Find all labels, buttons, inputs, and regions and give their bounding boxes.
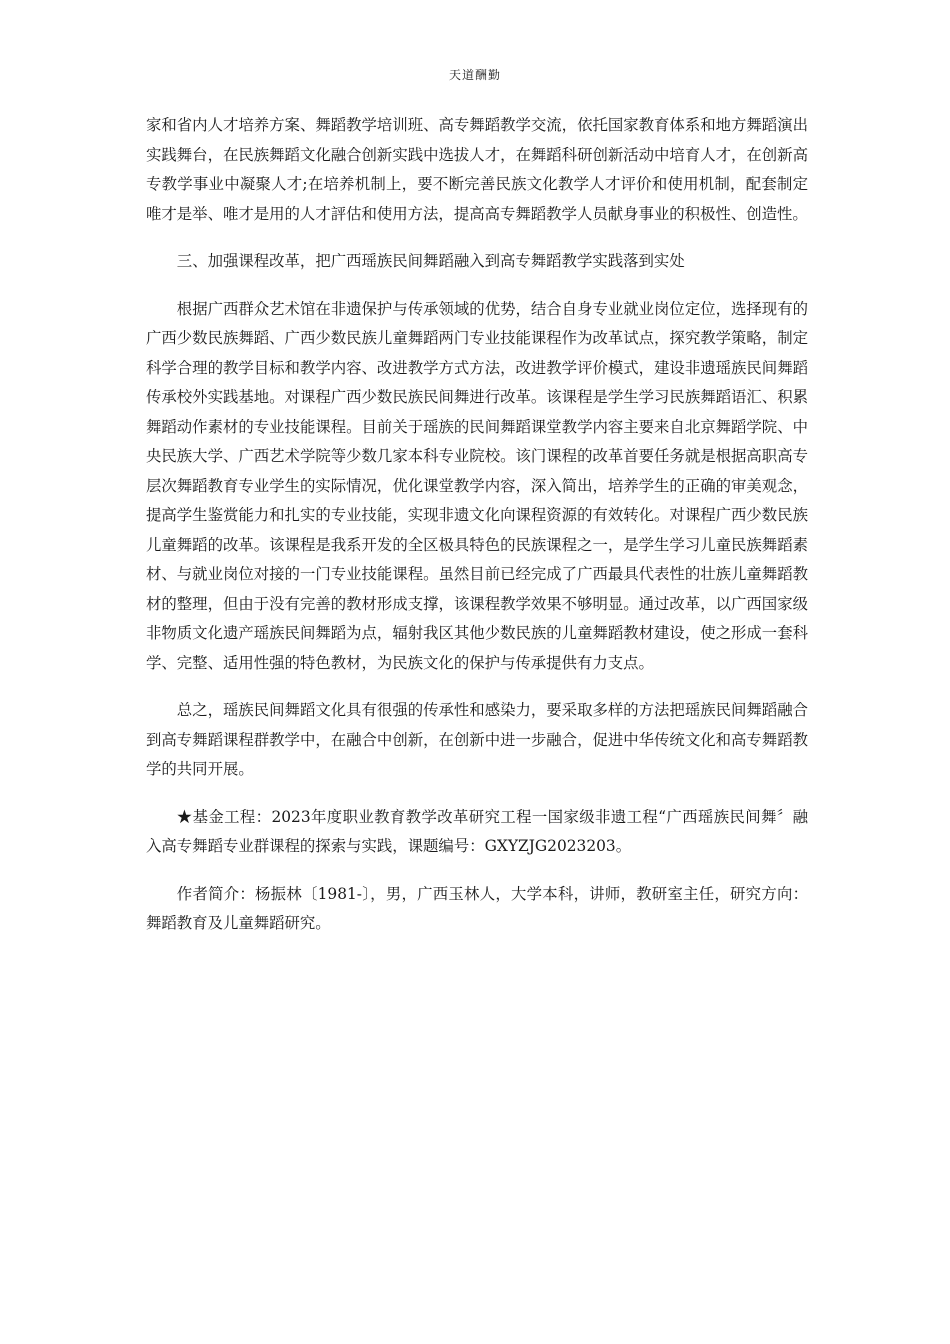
author-bio: 作者简介：杨振林〔1981-〕，男，广西玉林人，大学本科，讲师，教研室主任，研究方向：舞蹈教育及儿童舞蹈研究。 [146, 884, 808, 932]
paragraph-body: 根据广西群众艺术馆在非遗保护与传承领域的优势，结合自身专业就业岗位定位，选择现有的广西少数民族舞蹈、广西少数民族儿童舞蹈两门专业技能课程作为改革试点，探究教学策略，制定科学合理的教学目标和教学内容、改进教学方式方法，改进教学评价模式，建设非遗瑶族民间舞蹈传承校外实践基地。对课程广西少数民族民间舞进行改革。该课程是学生学习民族舞蹈语汇、积累舞蹈动作素材的专业技能课程。目前关于瑶族的民间舞蹈课堂教学内容主要来自北京舞蹈学院、中央民族大学、广西艺术学院等少数几家本科专业院校。该门课程的改革首要任务就是根据高职高专层次舞蹈教育专业学生的实际情况，优化课堂教学内容，深入简出，培养学生的正确的审美观念，提高学生鉴赏能力和扎实的专业技能，实现非遗文化向课程资源的有效转化。对课程广西少数民族儿童舞蹈的改革。该课程是我系开发的全区极具特色的民族课程之一，是学生学习儿童民族舞蹈素材、与就业岗位对接的一门专业技能课程。虽然目前已经完成了广西最具代表性的壮族儿童舞蹈教材的整理，但由于没有完善的教材形成支撑，该课程教学效果不够明显。通过改革，以广西国家级非物质文化遗产瑶族民间舞蹈为点，辐射我区其他少数民族的儿童舞蹈教材建设，使之形成一套科学、完整、适用性强的特色教材，为民族文化的保护与传承提供有力支点。 [146, 299, 808, 672]
page-header: 天道酬勤 [448, 68, 501, 82]
document-body [146, 111, 808, 939]
fund-note: ★基金工程：2023年度职业教育教学改革研究工程一国家级非遗工程“广西瑶族民间舞〞融入高专舞蹈专业群课程的探索与实践，课题编号：GXYZJG2023203。 [146, 807, 808, 855]
section-heading: 三、加强课程改革，把广西瑶族民间舞蹈融入到高专舞蹈教学实践落到实处 [176, 252, 685, 270]
paragraph-continued: 家和省内人才培养方案、舞蹈教学培训班、高专舞蹈教学交流，依托国家教育体系和地方舞蹈演出实践舞台，在民族舞蹈文化融合创新实践中选拔人才，在舞蹈科研创新活动中培育人才，在创新高专教学事业中凝聚人才;在培养机制上，要不断完善民族文化教学人才评价和使用机制，配套制定唯才是举、唯才是用的人才評估和使用方法，提高高专舞蹈教学人员献身事业的积极性、创造性。 [146, 116, 808, 223]
paragraph-conclusion: 总之，瑶族民间舞蹈文化具有很强的传承性和感染力，要采取多样的方法把瑶族民间舞蹈融合到高专舞蹈课程群教学中，在融合中创新，在创新中进一步融合，促进中华传统文化和高专舞蹈教学的共同开展。 [146, 701, 808, 778]
